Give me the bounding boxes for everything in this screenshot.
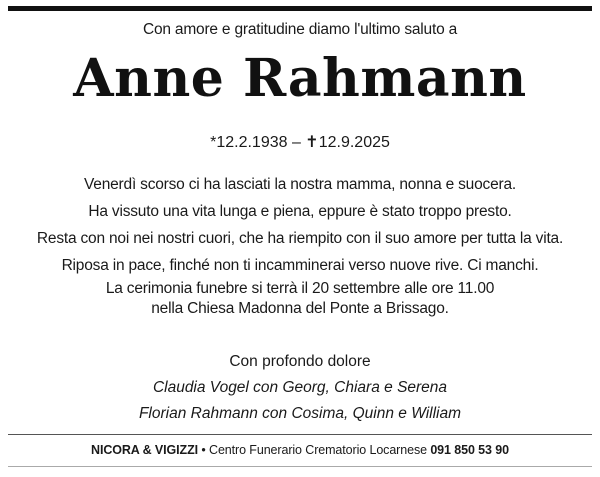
funeral-home-name: NICORA & VIGIZZI (91, 443, 198, 457)
ceremony-info (0, 279, 600, 319)
deceased-name: Anne Rahmann (73, 48, 527, 109)
footer-bottom-divider (8, 466, 592, 467)
message-line: Venerdì scorso ci ha lasciati la nostra mamma, nonna e suocera. (84, 176, 516, 193)
ceremony-line: La cerimonia funebre si terrà il 20 settembre alle ore 11.00 (105, 280, 495, 297)
intro-text: Con amore e gratitudine diamo l'ultimo saluto a (142, 21, 458, 38)
message-line: Riposa in pace, finché non ti incamminerai verso nuove rive. Ci manchi. (61, 257, 539, 274)
message-block (0, 171, 600, 279)
mourner-family: Florian Rahmann con Cosima, Quinn e William (138, 405, 462, 422)
bottom-divider (8, 434, 592, 435)
mourner-family: Claudia Vogel con Georg, Chiara e Serena (152, 379, 448, 396)
closing-text: Con profondo dolore (229, 353, 371, 370)
funeral-home-footer (0, 443, 600, 457)
mourners-block (0, 349, 600, 427)
top-divider (8, 6, 592, 11)
ceremony-line: nella Chiesa Madonna del Ponte a Brissago. (151, 300, 449, 317)
funeral-home-phone: 091 850 53 90 (430, 443, 509, 457)
message-line: Resta con noi nei nostri cuori, che ha riempito con il suo amore per tutta la vita. (36, 230, 564, 247)
message-line: Ha vissuto una vita lunga e piena, eppure è stato troppo presto. (88, 203, 512, 220)
life-dates: *12.2.1938 – ✝12.9.2025 (210, 134, 390, 151)
funeral-home-description: Centro Funerario Crematorio Locarnese (209, 443, 427, 457)
footer-separator: • (197, 443, 210, 457)
